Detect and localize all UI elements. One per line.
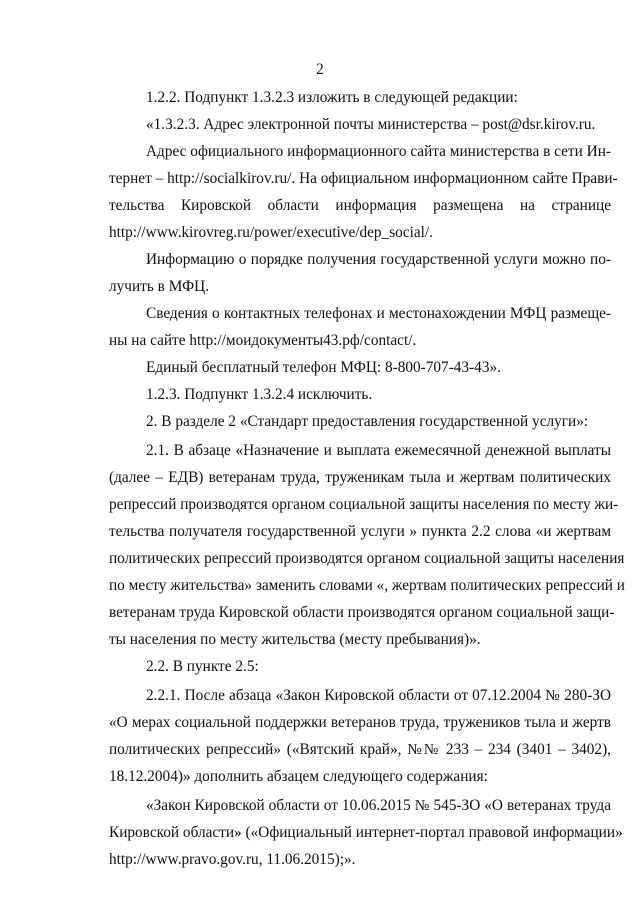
paragraph-line: «О мерах социальной поддержки ветеранов труда, тружеников тыла и жертв [109,714,611,731]
paragraph-line: «Закон Кировской области от 10.06.2015 № 545-ЗО «О ветеранах труда [146,797,611,814]
paragraph-line: ветеранам труда Кировской области производятся органом социальной защи- [109,604,615,621]
paragraph-line: политических репрессий» («Вятский край», №№ 233 – 234 (3401 – 3402), [109,741,611,758]
paragraph-line: (далее – ЕДВ) ветеранам труда, труженикам тыла и жертвам политических [109,469,611,486]
paragraph-line: репрессий производятся органом социальной защиты населения по месту жи- [109,496,619,513]
paragraph-line: ты населения по месту жительства (месту пребывания)». [109,631,481,648]
paragraph-line: Адрес официального информационного сайта министерства в сети Ин- [146,143,611,160]
paragraph-line: http://www.kirovreg.ru/power/executive/dep_social/. [109,224,433,241]
paragraph-line: 2.2.1. После абзаца «Закон Кировской области от 07.12.2004 № 280-ЗО [146,687,611,704]
paragraph-line: Кировской области» («Официальный интернет-портал правовой информации» [109,824,623,841]
paragraph-line: 2.1. В абзаце «Назначение и выплата ежемесячной денежной выплаты [146,442,611,459]
paragraph-line: http://www.pravo.gov.ru, 11.06.2015);». [109,851,356,868]
paragraph-line: Информацию о порядке получения государственной услуги можно по- [146,251,611,268]
paragraph-line: 1.2.3. Подпункт 1.3.2.4 исключить. [146,386,373,403]
paragraph-line: Сведения о контактных телефонах и местонахождении МФЦ размеще- [146,305,611,322]
paragraph-line: по месту жительства» заменить словами «, жертвам политических репрессий и [109,577,625,594]
paragraph-line: политических репрессий производятся органом социальной защиты населения [109,550,625,567]
paragraph-line: тернет – http://socialkirov.ru/. На официальном информационном сайте Прави- [109,170,618,187]
paragraph-line: 2. В разделе 2 «Стандарт предоставления государственной услуги»: [146,413,589,430]
paragraph-line: тельства получателя государственной услуги » пункта 2.2 слова «и жертвам [109,523,611,540]
page-number: 2 [316,61,324,78]
paragraph-line: 1.2.2. Подпункт 1.3.2.3 изложить в следующей редакции: [146,89,518,106]
paragraph-line: 18.12.2004)» дополнить абзацем следующего содержания: [109,768,488,785]
paragraph-line: лучить в МФЦ. [109,278,210,295]
paragraph-line: ны на сайте http://моидокументы43.рф/contact/. [109,332,417,349]
paragraph-line: тельства Кировской области информация размещена на странице [109,197,611,214]
paragraph-line: «1.3.2.3. Адрес электронной почты министерства – post@dsr.kirov.ru. [146,116,596,133]
paragraph-line: 2.2. В пункте 2.5: [146,658,259,675]
paragraph-line: Единый бесплатный телефон МФЦ: 8-800-707-43-43». [146,359,501,376]
